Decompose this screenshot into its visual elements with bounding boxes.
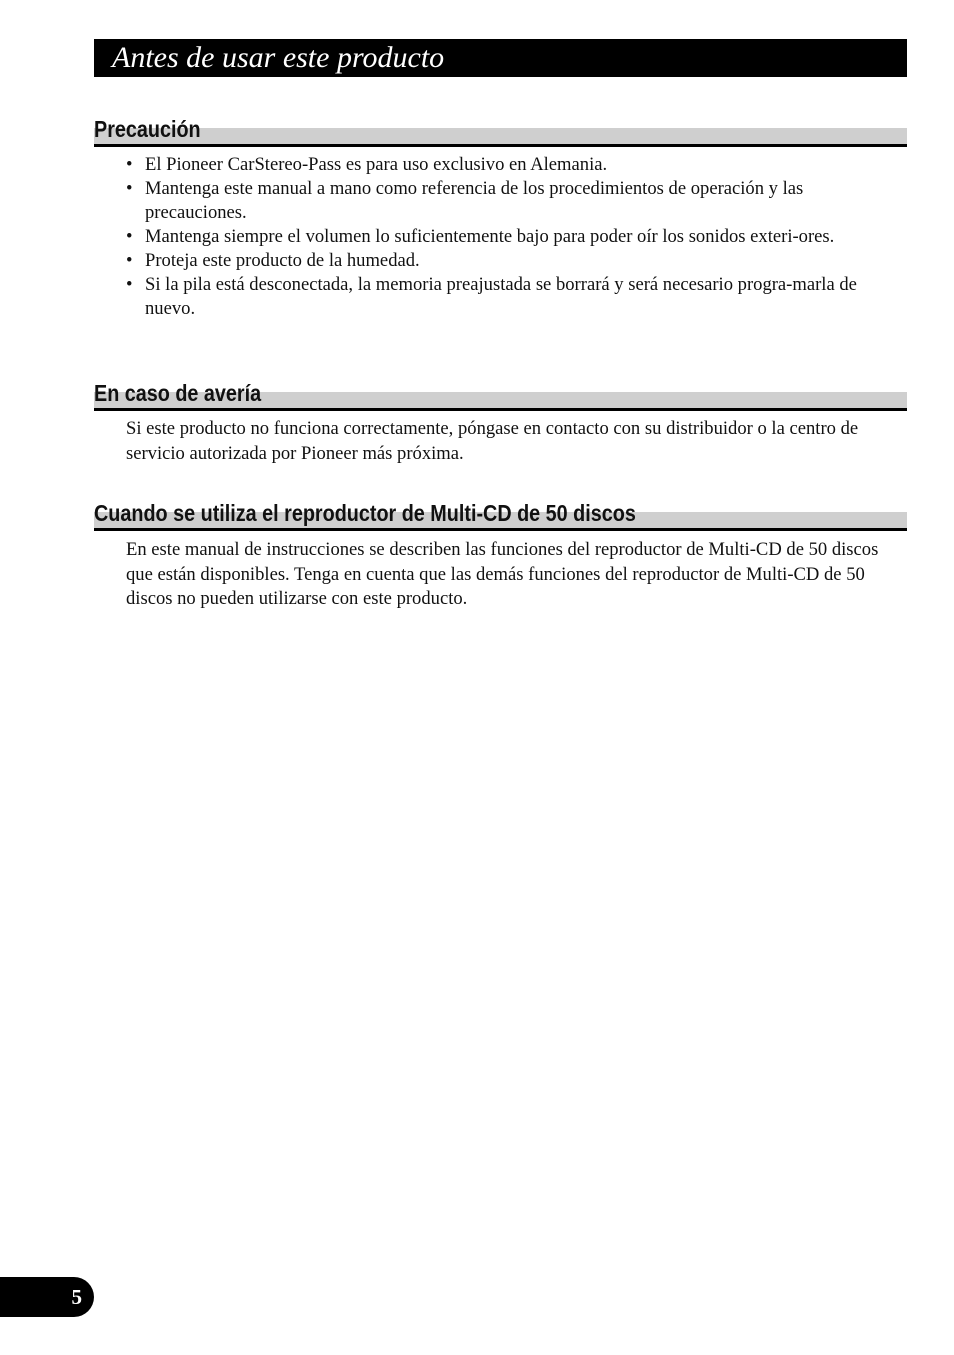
heading-rule (94, 528, 907, 531)
bullet-icon: • (126, 250, 133, 271)
heading-band (94, 128, 907, 144)
section-heading-fault (94, 375, 907, 411)
heading-multicd: Cuando se utiliza el reproductor de Multi-CD de 50 discos (94, 500, 636, 526)
list-item: • Mantenga este manual a mano como referencia de los procedimientos de operación y las precauciones. (126, 178, 804, 223)
bullet-icon: • (126, 178, 133, 199)
page-title-bar (94, 39, 907, 77)
bullet-icon: • (126, 154, 133, 175)
list-item: • El Pioneer CarStereo-Pass es para uso exclusivo en Alemania. (126, 154, 608, 175)
heading-rule (94, 408, 907, 411)
section-heading-multicd (94, 495, 907, 531)
fault-paragraph: Si este producto no funciona correctamente, póngase en contacto con su distribuidor o la centro de servicio autorizada por Pioneer más próxima. (126, 418, 859, 464)
list-item: • Si la pila está desconectada, la memoria preajustada se borrará y será necesario progra-marla de nuevo. (126, 274, 857, 319)
list-item: • Proteja este producto de la humedad. (126, 250, 420, 271)
heading-precaution: Precaución (94, 116, 201, 142)
page-number-tab (0, 1277, 94, 1317)
list-item: • Mantenga siempre el volumen lo suficientemente bajo para poder oír los sonidos exteri-ores. (126, 226, 835, 247)
heading-fault: En caso de avería (94, 380, 262, 406)
section-heading-precaution (94, 111, 907, 147)
bullet-icon: • (126, 226, 133, 247)
page-number: 5 (71, 1285, 82, 1309)
heading-rule (94, 144, 907, 147)
multicd-paragraph: En este manual de instrucciones se describen las funciones del reproductor de Multi-CD de 50 discos que están disponibles. Tenga en cuenta que las demás funciones del reproductor de Multi-CD de 50 discos no pueden utilizarse con este producto. (126, 539, 879, 609)
precaution-list (126, 153, 886, 321)
page-title: Antes de usar este producto (112, 41, 445, 74)
bullet-icon: • (126, 274, 133, 295)
